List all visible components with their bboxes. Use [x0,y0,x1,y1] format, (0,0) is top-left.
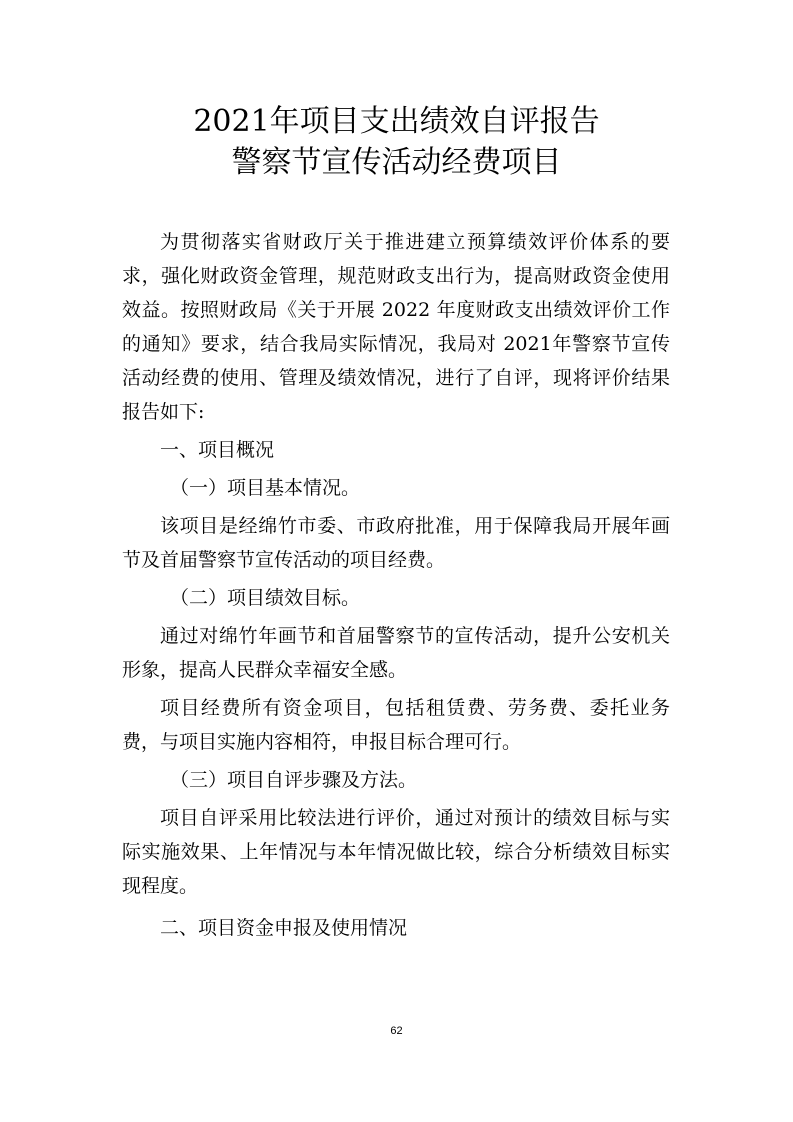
intro-paragraph: 为贯彻落实省财政厅关于推进建立预算绩效评价体系的要求，强化财政资金管理，规范财政支出行为，提高财政资金使用效益。按照财政局《关于开展 2022 年度财政支出绩效评价工作的通知》要求，结合我局实际情况，我局对 2021年警察节宣传活动经费的使用、管理及绩效情况，进行了自评，现将评价结果报告如下: [122,231,670,423]
report-body [122,225,670,945]
report-title: 2021年项目支出绩效自评报告 [193,104,600,139]
section-heading-funding: 二、项目资金申报及使用情况 [160,917,408,939]
subsection-heading-goals: （二）项目绩效目标。 [170,587,361,609]
section-heading-overview: 一、项目概况 [160,439,275,461]
subsection-text-method: 项目自评采用比较法进行评价，通过对预计的绩效目标与实际实施效果、上年情况与本年情况做比较，综合分析绩效目标实现程度。 [122,807,670,897]
subsection-text-goals-2: 项目经费所有资金项目，包括租赁费、劳务费、委托业务费，与项目实施内容相符，申报目标合理可行。 [122,697,670,753]
page-number: 62 [390,1025,403,1037]
subsection-text-goals-1: 通过对绵竹年画节和首届警察节的宣传活动，提升公安机关形象，提高人民群众幸福安全感。 [122,625,670,681]
report-subtitle: 警察节宣传活动经费项目 [231,145,562,180]
subsection-heading-method: （三）项目自评步骤及方法。 [170,769,418,791]
subsection-heading-basic: （一）项目基本情况。 [170,477,361,499]
subsection-text-basic: 该项目是经绵竹市委、市政府批准，用于保障我局开展年画节及首届警察节宣传活动的项目经费。 [122,515,670,571]
